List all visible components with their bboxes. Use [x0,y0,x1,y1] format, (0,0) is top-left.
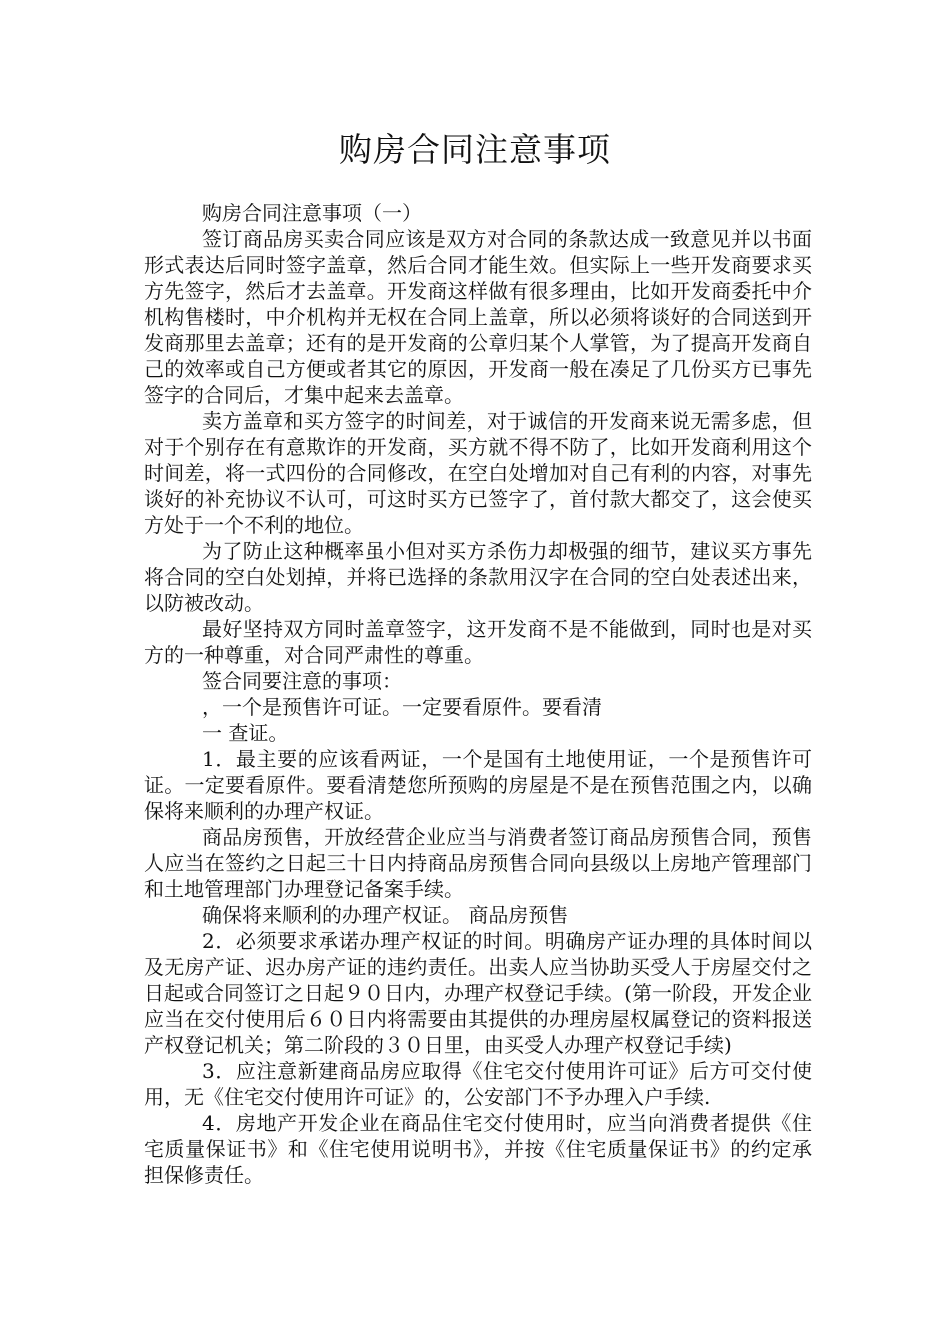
paragraph: 4．房地产开发企业在商品住宅交付使用时，应当向消费者提供《住宅质量保证书》和《住宅使用说明书》，并按《住宅质量保证书》的约定承担保修责任。 [144,1111,812,1187]
paragraph: 签合同要注意的事项： [202,669,402,693]
document-body [144,200,812,1188]
paragraph: 卖方盖章和买方签字的时间差，对于诚信的开发商来说无需多虑，但对于个别存在有意欺诈的开发商，买方就不得不防了，比如开发商利用这个时间差，将一式四份的合同修改，在空白处增加对自己有利的内容，对事先谈好的补充协议不认可，可这时买方已签字了，首付款大都交了，这会使买方处于一个不利的地位。 [144,409,812,537]
paragraph: 确保将来顺利的办理产权证。 商品房预售 [202,903,569,927]
paragraph: 商品房预售，开放经营企业应当与消费者签订商品房预售合同，预售人应当在签约之日起三十日内持商品房预售合同向县级以上房地产管理部门和土地管理部门办理登记备案手续。 [144,825,812,901]
paragraph: 为了防止这种概率虽小但对买方杀伤力却极强的细节，建议买方事先将合同的空白处划掉，并将已选择的条款用汉字在合同的空白处表述出来，以防被改动。 [144,539,812,615]
paragraph: 1．最主要的应该看两证，一个是国有土地使用证，一个是预售许可证。一定要看原件。要看清楚您所预购的房屋是不是在预售范围之内，以确保将来顺利的办理产权证。 [144,747,812,823]
paragraph: 最好坚持双方同时盖章签字，这开发商不是不能做到，同时也是对买方的一种尊重，对合同严肃性的尊重。 [144,617,812,667]
paragraph-subtitle: 购房合同注意事项（一） [202,201,422,225]
paragraph: 签订商品房买卖合同应该是双方对合同的条款达成一致意见并以书面形式表达后同时签字盖章，然后合同才能生效。但实际上一些开发商要求买方先签字，然后才去盖章。开发商这样做有很多理由，比如开发商委托中介机构售楼时，中介机构并无权在合同上盖章，所以必须将谈好的合同送到开发商那里去盖章；还有的是开发商的公章归某个人掌管，为了提高开发商自己的效率或自己方便或者其它的原因，开发商一般在凑足了几份买方已事先签字的合同后，才集中起来去盖章。 [144,227,812,407]
paragraph: 一 查证。 [202,721,289,745]
paragraph: 2．必须要求承诺办理产权证的时间。明确房产证办理的具体时间以及无房产证、迟办房产证的违约责任。出卖人应当协助买受人于房屋交付之日起或合同签订之日起９０日内，办理产权登记手续。(第一阶段，开发企业应当在交付使用后６０日内将需要由其提供的办理房屋权属登记的资料报送产权登记机关；第二阶段的３０日里，由买受人办理产权登记手续) [144,929,812,1057]
paragraph: ，一个是预售许可证。一定要看原件。要看清 [202,695,602,719]
paragraph: 3．应注意新建商品房应取得《住宅交付使用许可证》后方可交付使用，无《住宅交付使用许可证》的，公安部门不予办理入户手续. [144,1059,812,1109]
document-title: 购房合同注意事项 [339,130,611,169]
